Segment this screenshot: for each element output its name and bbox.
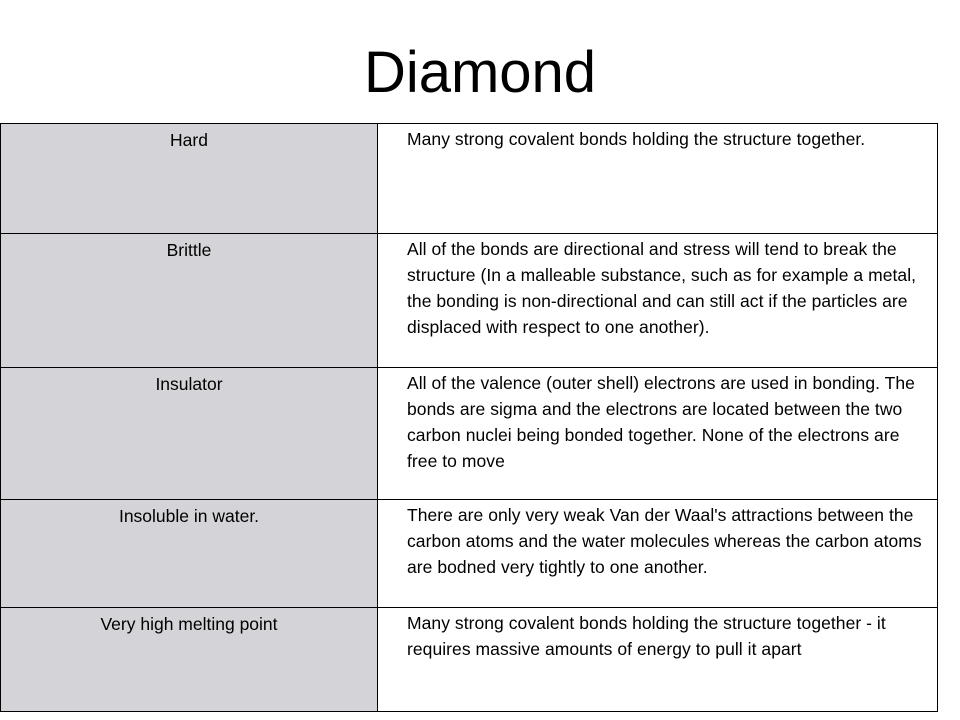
property-label: Brittle	[166, 240, 212, 260]
explanation-text: All of the valence (outer shell) electrons are used in bonding. The bonds are sigma and the electrons are located between the two carbon nuclei being bonded together. None of the electrons are free to move	[407, 373, 915, 471]
property-cell	[1, 368, 378, 500]
explanation-cell	[378, 368, 938, 500]
table-row	[1, 500, 938, 608]
table-row	[1, 234, 938, 368]
property-cell	[1, 124, 378, 234]
explanation-text: Many strong covalent bonds holding the structure together - it requires massive amounts of energy to pull it apart	[407, 613, 886, 659]
explanation-text: There are only very weak Van der Waal's attractions between the carbon atoms and the water molecules whereas the carbon atoms are bodned very tightly to one another.	[407, 505, 922, 577]
explanation-text: All of the bonds are directional and stress will tend to break the structure (In a malleable substance, such as for example a metal, the bonding is non-directional and can still act if the particles are displaced with respect to one another).	[407, 239, 917, 337]
property-label: Insoluble in water.	[118, 506, 260, 526]
properties-table	[0, 123, 938, 712]
property-cell	[1, 500, 378, 608]
explanation-cell	[378, 234, 938, 368]
explanation-cell	[378, 500, 938, 608]
property-cell	[1, 608, 378, 712]
property-cell	[1, 234, 378, 368]
explanation-cell	[378, 608, 938, 712]
explanation-text: Many strong covalent bonds holding the structure together.	[407, 129, 866, 149]
slide-title: Diamond	[363, 40, 597, 105]
table-row	[1, 368, 938, 500]
explanation-cell	[378, 124, 938, 234]
property-label: Very high melting point	[100, 614, 278, 634]
table-row	[1, 124, 938, 234]
property-label: Hard	[170, 130, 208, 150]
table-row	[1, 608, 938, 712]
property-label: Insulator	[155, 374, 223, 394]
